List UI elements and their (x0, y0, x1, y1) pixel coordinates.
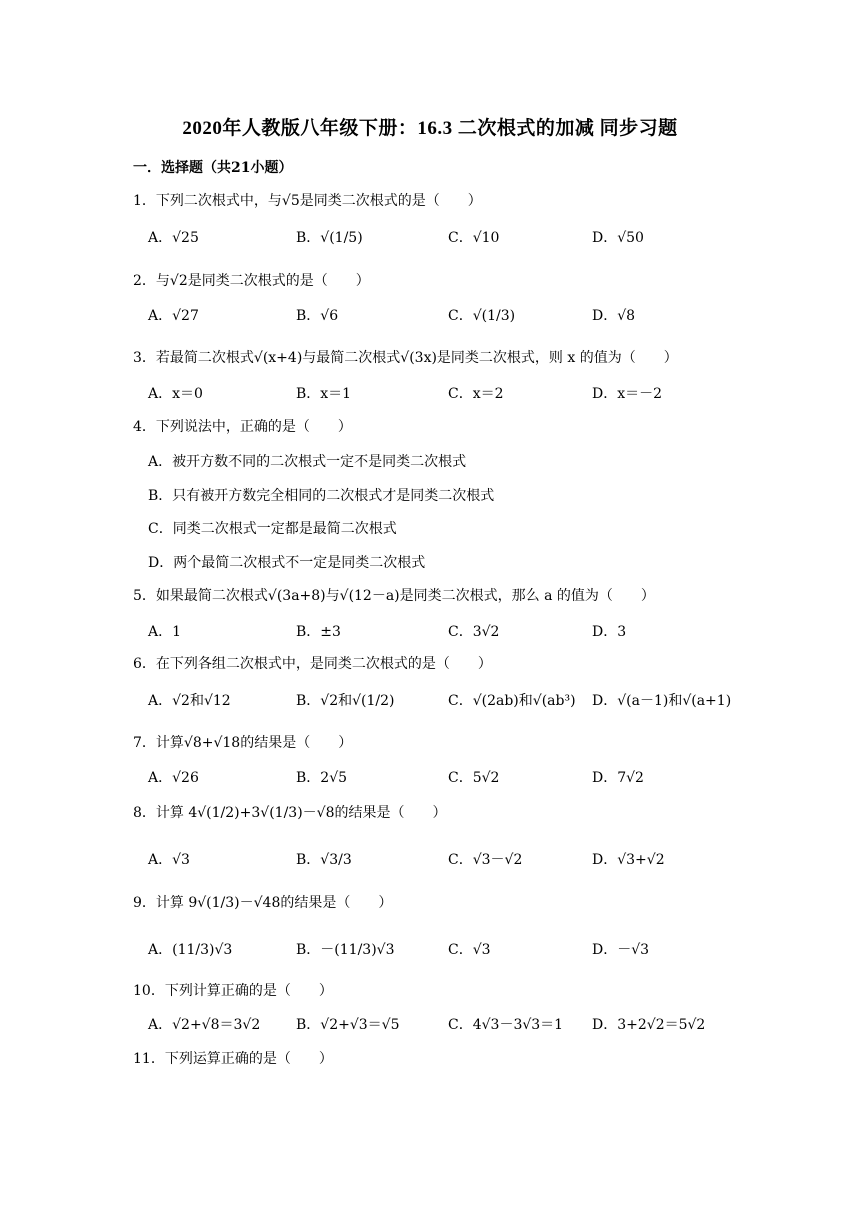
option-b: B．√2和√(1/2) (296, 693, 395, 709)
option-b: B．√(1/5) (296, 230, 363, 246)
question-8-stem: 8．计算 4√(1/2)+3√(1/3)－√8的结果是（ ） (133, 805, 447, 821)
section-heading: 一．选择题（共21小题） (133, 160, 293, 176)
option-b: B．2√5 (296, 770, 348, 786)
option-d: D．7√2 (592, 770, 644, 786)
option-c: C．x＝2 (448, 386, 504, 402)
option-d: D．√(a－1)和√(a+1) (592, 693, 732, 709)
option-a: A．√26 (148, 770, 199, 786)
question-7-stem: 7．计算√8+√18的结果是（ ） (133, 735, 353, 751)
option-b: B．√3/3 (296, 852, 352, 868)
question-2-stem: 2．与√2是同类二次根式的是（ ） (133, 273, 370, 289)
option-b: B．x＝1 (296, 386, 352, 402)
option-a: A．√3 (148, 852, 190, 868)
option-d: D．√50 (592, 230, 644, 246)
question-10-stem: 10．下列计算正确的是（ ） (133, 983, 333, 999)
question-4-option-d: D．两个最简二次根式不一定是同类二次根式 (148, 555, 426, 571)
option-d: D．√3+√2 (592, 852, 665, 868)
option-d: D．3 (592, 624, 627, 640)
question-4-option-c: C．同类二次根式一定都是最简二次根式 (148, 521, 397, 537)
question-6-stem: 6．在下列各组二次根式中，是同类二次根式的是（ ） (133, 656, 492, 672)
option-d: D．x＝－2 (592, 386, 663, 402)
option-c: C．5√2 (448, 770, 500, 786)
question-9-stem: 9．计算 9√(1/3)－√48的结果是（ ） (133, 895, 393, 911)
question-1-stem: 1．下列二次根式中，与√5是同类二次根式的是（ ） (133, 193, 482, 209)
option-a: A．1 (148, 624, 182, 640)
question-4-option-b: B．只有被开方数完全相同的二次根式才是同类二次根式 (148, 488, 495, 504)
option-b: B．±3 (296, 624, 341, 640)
option-c: C．√(2ab)和√(ab³) (448, 693, 576, 709)
question-4-option-a: A．被开方数不同的二次根式一定不是同类二次根式 (148, 454, 467, 470)
option-b: B．√2+√3＝√5 (296, 1017, 400, 1033)
option-c: C．√3 (448, 942, 491, 958)
option-d: D．－√3 (592, 942, 650, 958)
question-5-stem: 5．如果最简二次根式√(3a+8)与√(12－a)是同类二次根式，那么 a 的值为（ ） (133, 588, 655, 604)
option-a: A．√2和√12 (148, 693, 231, 709)
option-a: A．√25 (148, 230, 199, 246)
question-4-stem: 4．下列说法中，正确的是（ ） (133, 419, 352, 435)
option-a: A．√27 (148, 308, 199, 324)
option-d: D．√8 (592, 308, 636, 324)
option-c: C．4√3－3√3＝1 (448, 1017, 564, 1033)
option-d: D．3+2√2＝5√2 (592, 1017, 706, 1033)
option-b: B．－(11/3)√3 (296, 942, 395, 958)
page-title: 2020年人教版八年级下册：16.3 二次根式的加减 同步习题 (182, 118, 678, 139)
option-a: A．x＝0 (148, 386, 203, 402)
option-c: C．√10 (448, 230, 500, 246)
option-a: A．√2+√8＝3√2 (148, 1017, 261, 1033)
question-3-stem: 3．若最简二次根式√(x+4)与最简二次根式√(3x)是同类二次根式，则 x 的值为（ ） (133, 350, 678, 366)
option-a: A．(11/3)√3 (148, 942, 233, 958)
option-b: B．√6 (296, 308, 339, 324)
option-c: C．√3－√2 (448, 852, 523, 868)
option-c: C．√(1/3) (448, 308, 516, 324)
option-c: C．3√2 (448, 624, 500, 640)
question-11-stem: 11．下列运算正确的是（ ） (133, 1051, 333, 1067)
